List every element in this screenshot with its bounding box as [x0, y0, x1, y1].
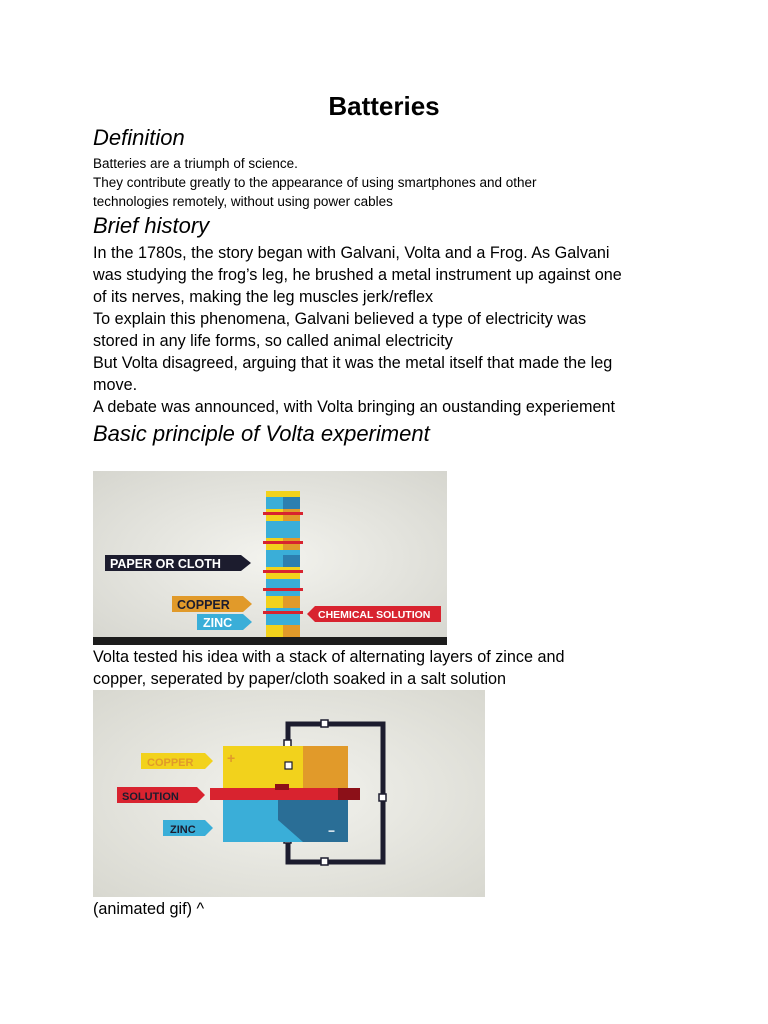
zinc-text: ZINC: [203, 616, 233, 630]
voltaic-pile-figure: [93, 471, 447, 645]
definition-line: Batteries are a triumph of science.: [93, 156, 298, 171]
history-line: A debate was announced, with Volta bringing an oustanding experiement: [93, 398, 615, 416]
history-line: To explain this phenomena, Galvani believed a type of electricity was: [93, 310, 587, 328]
paper-or-cloth-text: PAPER OR CLOTH: [110, 557, 221, 571]
copper-label: [172, 596, 252, 612]
chemical-solution-text: CHEMICAL SOLUTION: [318, 609, 431, 621]
solution-text: SOLUTION: [122, 791, 179, 803]
principle-heading: Basic principle of Volta experiment: [93, 421, 430, 446]
zinc-plate: [223, 800, 348, 842]
minus-sign: −: [328, 824, 336, 838]
history-line: move.: [93, 376, 138, 394]
volta-cell-figure: [93, 690, 485, 897]
history-line: stored in any life forms, so called animal electricity: [93, 332, 453, 350]
definition-line: They contribute greatly to the appearance of using smartphones and other: [93, 175, 537, 190]
page-title: Batteries: [328, 91, 440, 121]
zinc-label: [197, 614, 252, 630]
figure-caption: [93, 646, 693, 690]
caption-line: Volta tested his idea with a stack of alternating layers of zince and: [93, 648, 565, 666]
definition-heading: Definition: [93, 125, 185, 150]
copper-label-2: [141, 753, 213, 769]
history-line: But Volta disagreed, arguing that it was the metal itself that made the leg: [93, 354, 613, 372]
solution-label: [117, 787, 205, 803]
zinc-label-2: [163, 820, 213, 836]
plus-sign: +: [227, 750, 236, 766]
paper-or-cloth-label: [105, 555, 251, 571]
copper-text-2: COPPER: [147, 757, 194, 769]
gif-note: (animated gif) ^: [93, 900, 205, 918]
history-text: [93, 242, 693, 418]
history-line: was studying the frog’s leg, he brushed a metal instrument up against one: [93, 266, 622, 284]
caption-line: copper, seperated by paper/cloth soaked in a salt solution: [93, 670, 507, 688]
history-line: of its nerves, making the leg muscles jerk/reflex: [93, 288, 434, 306]
copper-text: COPPER: [177, 598, 230, 612]
definition-text: [93, 154, 653, 211]
history-heading: Brief history: [93, 213, 210, 238]
history-line: In the 1780s, the story began with Galvani, Volta and a Frog. As Galvani: [93, 244, 610, 262]
copper-plate: [223, 746, 348, 788]
pile-stack: [263, 491, 303, 637]
definition-line: technologies remotely, without using power cables: [93, 194, 393, 209]
zinc-text-2: ZINC: [170, 824, 196, 836]
chemical-solution-label: [307, 606, 441, 622]
